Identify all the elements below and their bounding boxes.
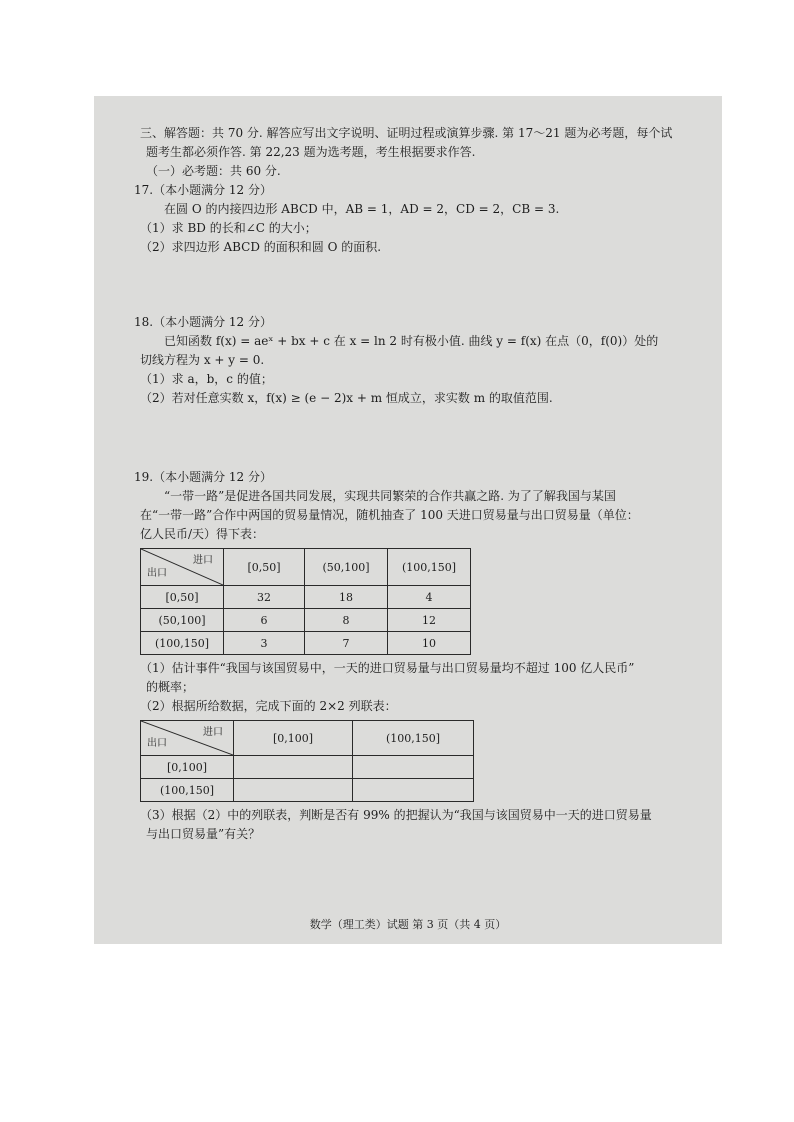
table-row xyxy=(141,609,471,632)
table-corner-cell xyxy=(141,721,234,756)
q19-heading: 19.（本小题满分 12 分） xyxy=(134,470,272,484)
column-header: [0,50] xyxy=(224,549,305,586)
q18-part1: （1）求 a，b，c 的值； xyxy=(140,372,273,386)
table-cell: 12 xyxy=(388,609,471,632)
q19-part1-line1: （1）估计事件“我国与该国贸易中，一天的进口贸易量与出口贸易量均不超过 100 亿人民币” xyxy=(140,661,635,675)
table-cell: 4 xyxy=(388,586,471,609)
q18-stem-line2: 切线方程为 x + y = 0. xyxy=(140,353,265,367)
section-header-line3: （一）必考题：共 60 分. xyxy=(146,164,281,178)
q19-part3-line2: 与出口贸易量”有关？ xyxy=(146,827,261,841)
table-cell: 3 xyxy=(224,632,305,655)
q17-part2: （2）求四边形 ABCD 的面积和圆 O 的面积. xyxy=(140,240,382,254)
row-header: (50,100] xyxy=(141,609,224,632)
row-header: (100,150] xyxy=(141,632,224,655)
q19-part2: （2）根据所给数据，完成下面的 2×2 列联表： xyxy=(140,699,397,713)
table-row xyxy=(141,632,471,655)
q19-stem-line1: “一带一路”是促进各国共同发展，实现共同繁荣的合作共赢之路. 为了了解我国与某国 xyxy=(164,489,616,503)
section-header-line1: 三、解答题：共 70 分. 解答应写出文字说明、证明过程或演算步骤. 第 17～21 题为必考题，每个试 xyxy=(140,126,673,140)
contingency-table xyxy=(140,720,474,802)
table-row xyxy=(141,779,474,802)
table-corner-cell xyxy=(141,549,224,586)
table-cell-blank xyxy=(353,756,474,779)
q17-stem: 在圆 O 的内接四边形 ABCD 中，AB = 1，AD = 2，CD = 2，CB = 3. xyxy=(164,202,560,216)
corner-label-import: 进口 xyxy=(203,727,223,738)
table-cell: 6 xyxy=(224,609,305,632)
table-cell: 32 xyxy=(224,586,305,609)
section-header-line2: 题考生都必须作答. 第 22,23 题为选考题，考生根据要求作答. xyxy=(146,145,476,159)
row-header: (100,150] xyxy=(141,779,234,802)
q19-part3-line1: （3）根据（2）中的列联表，判断是否有 99% 的把握认为“我国与该国贸易中一天的进口贸易量 xyxy=(140,808,652,822)
table-cell-blank xyxy=(234,779,353,802)
table-cell: 10 xyxy=(388,632,471,655)
page-footer: 数学（理工类）试题 第 3 页（共 4 页） xyxy=(309,918,507,931)
table-cell-blank xyxy=(353,779,474,802)
corner-label-import: 进口 xyxy=(193,555,213,566)
q17-heading: 17.（本小题满分 12 分） xyxy=(134,183,272,197)
table-cell: 18 xyxy=(305,586,388,609)
corner-label-export: 出口 xyxy=(147,738,167,749)
table-cell: 8 xyxy=(305,609,388,632)
q19-stem-line2: 在“一带一路”合作中两国的贸易量情况，随机抽查了 100 天进口贸易量与出口贸易量（单位： xyxy=(140,508,639,522)
table-row xyxy=(141,756,474,779)
column-header: (100,150] xyxy=(388,549,471,586)
q19-part1-line2: 的概率； xyxy=(146,680,195,694)
table-row xyxy=(141,586,471,609)
q19-stem-line3: 亿人民币/天）得下表： xyxy=(140,527,265,541)
column-header: (100,150] xyxy=(353,721,474,756)
q17-part1: （1）求 BD 的长和∠C 的大小； xyxy=(140,221,317,235)
exam-page xyxy=(94,96,722,944)
trade-volume-table xyxy=(140,548,471,655)
row-header: [0,100] xyxy=(141,756,234,779)
q18-heading: 18.（本小题满分 12 分） xyxy=(134,315,272,329)
corner-label-export: 出口 xyxy=(147,568,167,579)
q18-part2: （2）若对任意实数 x，f(x) ≥ (e − 2)x + m 恒成立，求实数 m 的取值范围. xyxy=(140,391,553,405)
row-header: [0,50] xyxy=(141,586,224,609)
column-header: [0,100] xyxy=(234,721,353,756)
q18-stem-line1: 已知函数 f(x) = aeˣ + bx + c 在 x = ln 2 时有极小值. 曲线 y = f(x) 在点（0，f(0)）处的 xyxy=(164,334,659,348)
column-header: (50,100] xyxy=(305,549,388,586)
table-cell: 7 xyxy=(305,632,388,655)
table-cell-blank xyxy=(234,756,353,779)
answer-space xyxy=(140,408,692,468)
answer-space xyxy=(140,257,692,313)
